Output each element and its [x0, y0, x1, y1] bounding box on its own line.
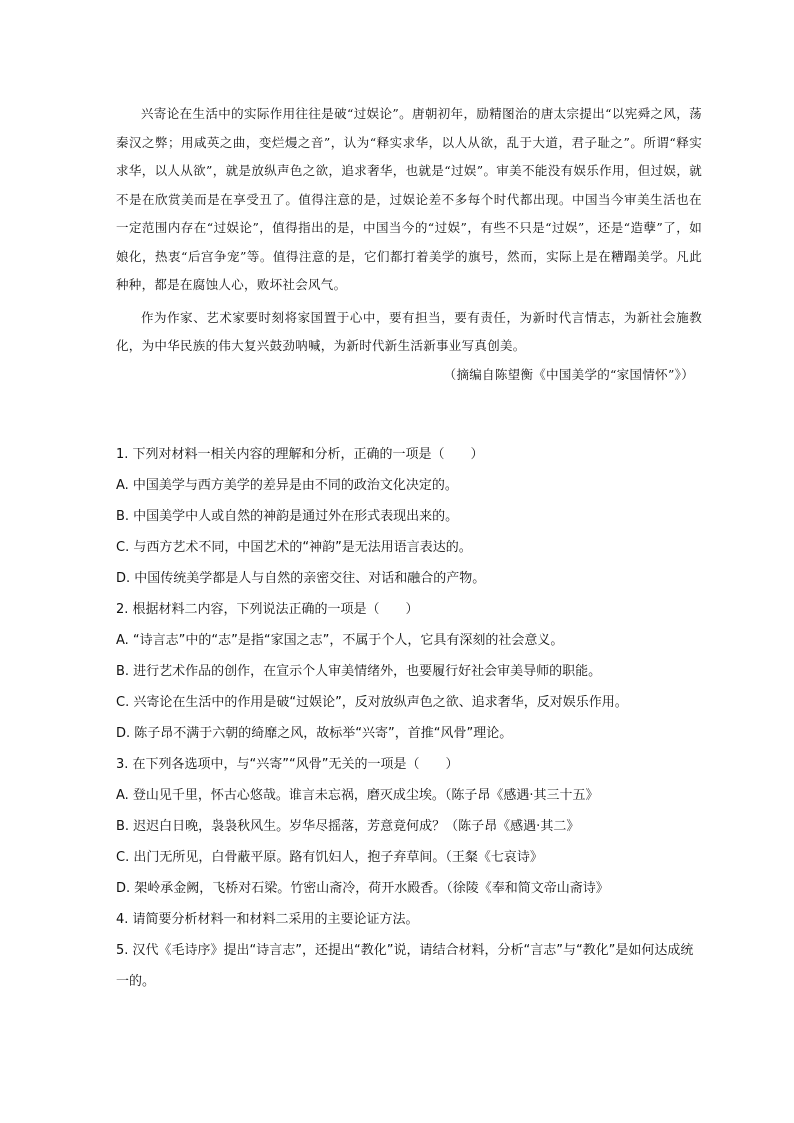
passage-paragraph-1: 兴寄论在生活中的实际作用往往是破“过娱论”。唐朝初年，励精图治的唐太宗提出“以宪舜之风，荡秦汉之弊；用咸英之曲，变烂熳之音”，认为“释实求华，以人从欲，乱于大道，君子耻之”。所谓“释实求华，以人从欲”，就是放纵声色之欲，追求奢华，也就是“过娱”。审美不能没有娱乐作用，但过娱，就不是在欣赏美而是在享受丑了。值得注意的是，过娱论差不多每个时代都出现。中国当今审美生活也在一定范围内存在“过娱论”，值得指出的是，中国当今的“过娱”，有些不只是“过娱”，还是“造孽”了，如娘化，热衷“后宫争宠”等。值得注意的是，它们都打着美学的旗号，然而，实际上是在糟蹋美学。凡此种种，都是在腐蚀人心，败坏社会风气。 — [116, 106, 702, 292]
question-1-option-d: D. 中国传统美学都是人与自然的亲密交往、对话和融合的产物。 — [116, 571, 486, 586]
question-1-option-a: A. 中国美学与西方美学的差异是由不同的政治文化决定的。 — [116, 478, 458, 493]
question-1-option-c: C. 与西方艺术不同，中国艺术的“神韵”是无法用语言表达的。 — [116, 540, 472, 555]
question-2-option-a: A. “诗言志”中的“志”是指“家国之志”，不属于个人，它具有深刻的社会意义。 — [116, 633, 564, 648]
question-4: 4. 请简要分析材料一和材料二采用的主要论证方法。 — [116, 912, 419, 927]
question-3-option-b: B. 迟迟白日晚，袅袅秋风生。岁华尽摇落，芳意竟何成？（陈子昂《感遇·其二》 — [116, 819, 580, 834]
question-3-option-a: A. 登山见千里，怀古心悠哉。谁言未忘祸，磨灭成尘埃。（陈子昂《感遇·其三十五》 — [116, 788, 599, 803]
question-2-option-c: C. 兴寄论在生活中的作用是破“过娱论”，反对放纵声色之欲、追求奢华，反对娱乐作用。 — [116, 695, 628, 710]
passage-paragraph-2: 作为作家、艺术家要时刻将家国置于心中，要有担当，要有责任，为新时代言情志，为新社会施教化，为中华民族的伟大复兴鼓劲呐喊，为新时代新生活新事业写真创美。 — [116, 309, 702, 353]
question-list — [116, 439, 706, 997]
question-3-option-c: C. 出门无所见，白骨蔽平原。路有饥妇人，抱子弃草间。（王粲《七哀诗》 — [116, 850, 543, 865]
question-3-option-d: D. 架岭承金阙，飞桥对石梁。竹密山斋冷，荷开水殿香。（徐陵《奉和简文帝山斋诗》 — [116, 881, 609, 896]
passage-source: （摘编自陈望衡《中国美学的“家国情怀”》） — [443, 366, 694, 382]
question-2-option-d: D. 陈子昂不满于六朝的绮靡之风，故标举“兴寄”，首推“风骨”理论。 — [116, 726, 513, 741]
question-2-option-b: B. 进行艺术作品的创作，在宣示个人审美情绪外，也要履行好社会审美导师的职能。 — [116, 664, 602, 679]
question-1: 1. 下列对材料一相关内容的理解和分析，正确的一项是（ ） — [116, 447, 484, 462]
question-1-option-b: B. 中国美学中人或自然的神韵是通过外在形式表现出来的。 — [116, 509, 459, 524]
question-3: 3. 在下列各选项中，与“兴寄”“风骨”无关的一项是（ ） — [116, 757, 459, 772]
question-5: 5. 汉代《毛诗序》提出“诗言志”，还提出“教化”说，请结合材料，分析“言志”与“教化”是如何达成统一的。 — [116, 943, 694, 989]
reading-passage — [116, 100, 702, 389]
question-2: 2. 根据材料二内容，下列说法正确的一项是（ ） — [116, 602, 419, 617]
